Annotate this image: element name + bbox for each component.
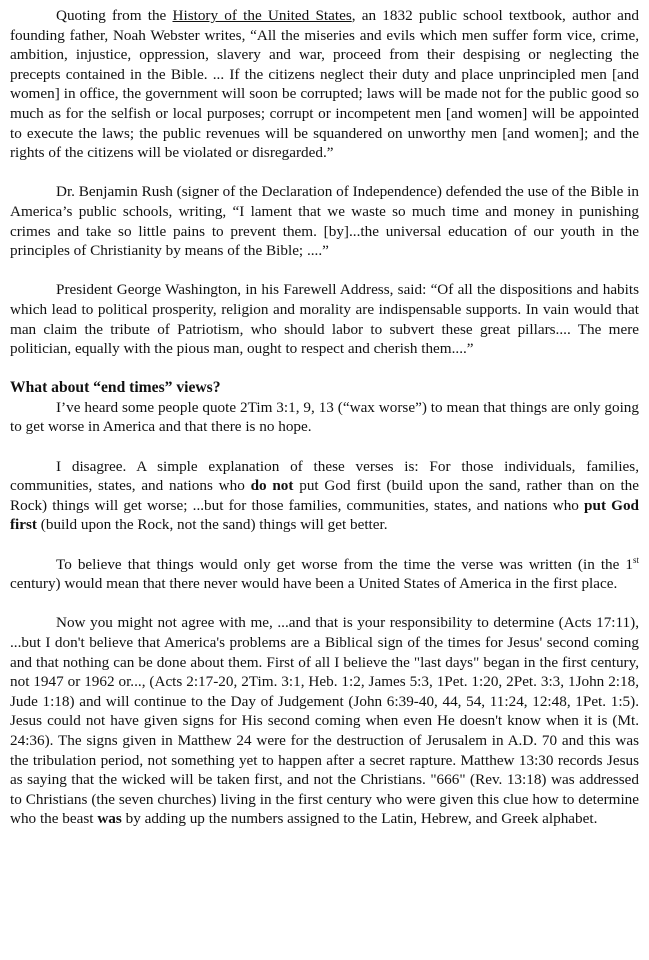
- ordinal-suffix: st: [632, 554, 639, 565]
- paragraph-disagree: [10, 457, 639, 535]
- emphasis-do-not: do not: [250, 477, 294, 495]
- paragraph-webster-quote: [10, 6, 639, 163]
- paragraph-last-days: [10, 613, 639, 829]
- emphasis-was: was: [97, 810, 122, 828]
- paragraph-first-century: [10, 555, 639, 594]
- text-run: I disagree. A simple explanation of these verses is: For those individuals, families, communities, states, and nations who: [10, 457, 639, 495]
- paragraph-washington-quote: President George Washington, in his Farewell Address, said: “Of all the dispositions and habits which lead to political prosperity, religion and morality are indispensable supports. In vain would that man claim the tribute of Patriotism, who should labor to subvert these great pillars.... The mere politician, equally with the pious man, ought to respect and cherish them....”: [10, 281, 639, 358]
- text-run: century) would mean that there never would have been a United States of America in the first place.: [10, 575, 618, 593]
- emphasis-put-god-first: put God first: [10, 496, 640, 534]
- text-run: , an 1832 public school textbook, author and founding father, Noah Webster writes, “All the miseries and evils which men suffer form vice, crime, ambition, injustice, oppression, slavery and war, proceed from their despising or neglecting the precepts contained in the Bible. ... If the citizens neglect their duty and place unprincipled men [and women] in office, the government will soon be corrupted; laws will be made not for the public good so much as for the selfish or local purposes; corrupt or incompetent men [and women] will be appointed to execute the laws; the public revenues will be squandered on unworthy men [and women]; and the rights of the citizens will be violated or disregarded.”: [10, 7, 640, 162]
- text-run: put God first (build upon the sand, rather than on the Rock) things will get worse; ...but for those families, communities, states, and nations who: [10, 477, 640, 514]
- book-title: History of the United States: [172, 7, 352, 24]
- text-run: To believe that things would only get worse from the time the verse was written (in the 1: [56, 555, 633, 573]
- paragraph-rush-quote: Dr. Benjamin Rush (signer of the Declaration of Independence) defended the use of the Bible in America’s public schools, writing, “I lament that we waste so much time and money in punishing crimes and take so little pains to prevent them. [by]...the universal education of our youth in the principles of Christianity by means of the Bible; ....”: [10, 183, 639, 260]
- paragraph-end-times: I’ve heard some people quote 2Tim 3:1, 9, 13 (“wax worse”) to mean that things are only going to get worse in America and that there is no hope.: [10, 398, 639, 436]
- text-run: by adding up the numbers assigned to the Latin, Hebrew, and Greek alphabet.: [121, 810, 598, 828]
- text-run: (build upon the Rock, not the sand) things will get better.: [37, 516, 388, 534]
- text-run: Quoting from the: [56, 7, 173, 24]
- text-run: Now you might not agree with me, ...and that is your responsibility to determine (Acts 17:11), ...but I don't believe that America's problems are a Biblical sign of the times for Jesus' second coming and that nothing can be done about them. First of all I believe the "last days" began in the first century, not 1947 or 1962 or..., (Acts 2:17-20, 2Tim. 3:1, Heb. 1:2, James 5:3, 1Pet. 1:20, 2Pet. 3:3, 1John 2:18, Jude 1:18) and will continue to the Day of Judgement (John 6:39-40, 44, 54, 11:24, 12:48, 1Pet. 1:5). Jesus could not have given signs for His second coming when even He doesn't know when it is (Mt. 24:36). The signs given in Matthew 24 were for the destruction of Jerusalem in A.D. 70 and this was the tribulation period, not something yet to happen after a secret rapture. Matthew 13:30 records Jesus as saying that the wicked will be taken first, and not the Christians. "666" (Rev. 13:18) was addressed to Christians (the seven churches) living in the first century who were given this clue how to determine who the beast: [10, 614, 639, 828]
- section-heading: What about “end times” views?: [10, 379, 221, 397]
